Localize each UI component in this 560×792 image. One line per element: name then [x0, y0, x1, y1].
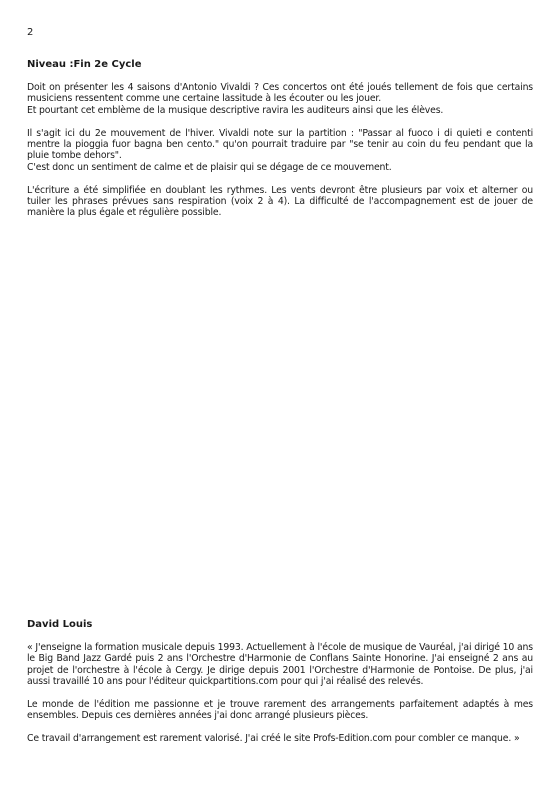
author-paragraph-2: [27, 699, 533, 722]
text-line: C'est donc un sentiment de calme et de plaisir qui se dégage de ce mouvement.: [27, 161, 392, 173]
author-section: [27, 619, 533, 745]
page-number: 2: [27, 27, 34, 38]
text-line: « J'enseigne la formation musicale depuis 1993. Actuellement à l'école de musique de Vauréal, j'ai dirigé 10 ans le Big Band Jazz Gardé puis 2 ans l'Orchestre d'Harmonie de Conflans Sainte Honorine. J'ai enseigné 2 ans au projet de l'orchestre à l'école à Cergy. Je dirige depuis 2001 l'Orchestre d'Harmonie de Pontoise. De plus, j'ai aussi travaillé 10 ans pour l'éditeur quickpartitions.com pour qui j'ai réalisé des relevés.: [27, 642, 533, 688]
intro-paragraph-1: [27, 82, 533, 116]
author-heading: David Louis: [27, 619, 93, 630]
text-line: Doit on présenter les 4 saisons d'Antonio Vivaldi ? Ces concertos ont été joués tellement de fois que certains musiciens ressentent comme une certaine lassitude à les écouter ou les jouer.: [27, 82, 533, 105]
text-line: Et pourtant cet emblème de la musique descriptive ravira les auditeurs ainsi que les élèves.: [27, 104, 444, 116]
author-paragraph-1: [27, 642, 533, 688]
intro-section: [27, 59, 533, 219]
text-line: L'écriture a été simplifiée en doublant les rythmes. Les vents devront être plusieurs par voix et alterner ou tuiler les phrases prévues sans respiration (voix 2 à 4). La difficulté de l'accompagnement est de jouer de manière la plus égale et régulière possible.: [27, 184, 533, 219]
intro-paragraph-3: [27, 185, 533, 219]
author-paragraph-3: [27, 733, 533, 744]
intro-paragraph-2: [27, 128, 533, 174]
text-line: Il s'agit ici du 2e mouvement de l'hiver. Vivaldi note sur la partition : "Passar al fuoco i di quieti e contenti mentre la pioggia fuor bagna ben cento." qu'on pourrait traduire par "se tenir au coin du feu pendant que la pluie tombe dehors".: [27, 127, 533, 162]
text-line: Le monde de l'édition me passionne et je trouve rarement des arrangements parfaitement adaptés à mes ensembles. Depuis ces dernières années j'ai donc arrangé plusieurs pièces.: [27, 699, 533, 722]
level-heading: Niveau :Fin 2e Cycle: [27, 59, 142, 70]
text-line: Ce travail d'arrangement est rarement valorisé. J'ai créé le site Profs-Edition.com pour combler ce manque. »: [27, 733, 520, 745]
